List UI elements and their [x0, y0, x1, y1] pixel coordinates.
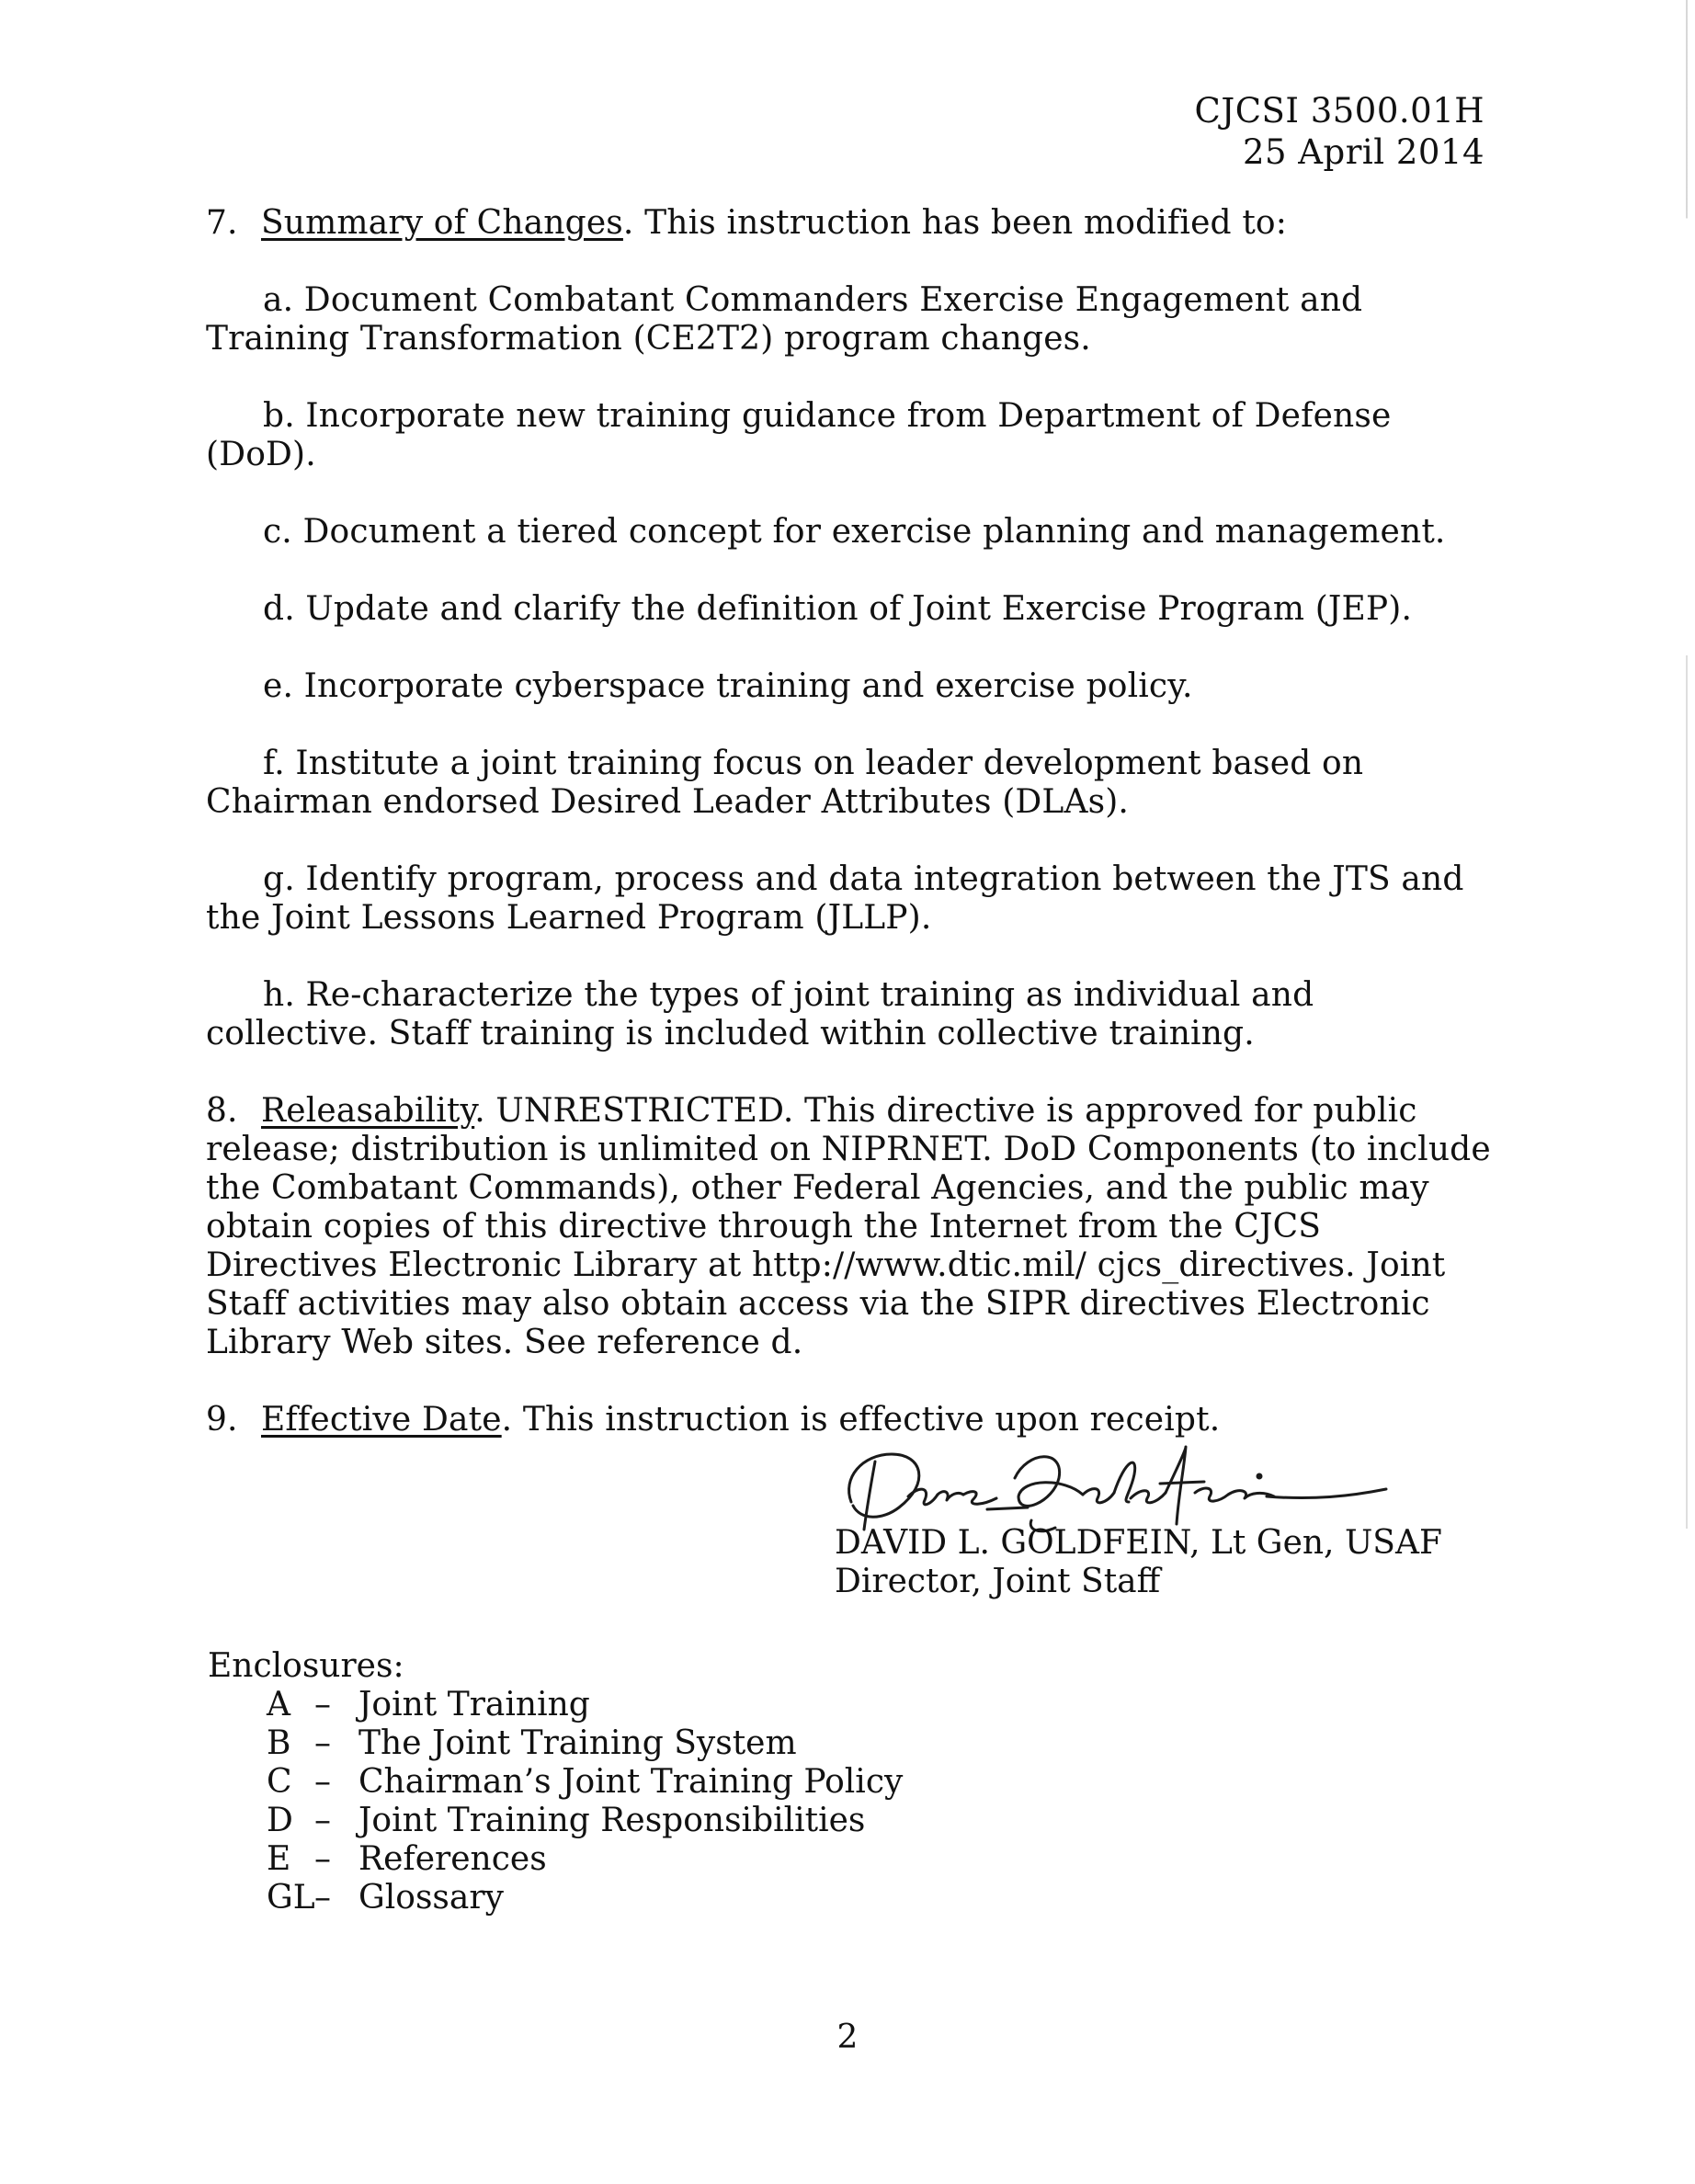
section-intro: . This instruction has been modified to:: [622, 204, 1288, 242]
section-title: Summary of Changes: [261, 204, 623, 242]
summary-item: b. Incorporate new training guidance from Department of Defense (DoD).: [206, 397, 1392, 473]
document-body: [206, 204, 1493, 1439]
summary-item: d. Update and clarify the definition of Joint Exercise Program (JEP).: [263, 590, 1413, 628]
scan-edge-line: [1686, 0, 1688, 2184]
summary-item: h. Re-characterize the types of joint training as individual and collective. Staff training is included within collective training.: [206, 976, 1314, 1052]
section-title: Releasability: [261, 1092, 475, 1130]
enclosure-title: The Joint Training System: [358, 1724, 797, 1762]
document-header: [1195, 90, 1485, 173]
enclosure-letter: D: [267, 1802, 293, 1839]
signatory-title: Director, Joint Staff: [835, 1563, 1161, 1600]
enclosure-dash: –: [314, 1763, 331, 1801]
signatory-name: DAVID L. GOLDFEIN, Lt Gen, USAF: [835, 1524, 1442, 1562]
enclosure-letter: A: [267, 1686, 290, 1723]
document-date: 25 April 2014: [1242, 132, 1485, 172]
enclosure-dash: –: [314, 1879, 331, 1917]
enclosure-dash: –: [314, 1686, 331, 1723]
section-body: . This instruction is effective upon receipt.: [501, 1401, 1221, 1439]
document-id: CJCSI 3500.01H: [1194, 91, 1485, 131]
section-releasability: [206, 1092, 1493, 1362]
section-title: Effective Date: [261, 1401, 502, 1439]
section-summary-heading: [206, 204, 1493, 243]
enclosure-item: [267, 1763, 903, 1802]
enclosure-letter: GL: [267, 1879, 315, 1917]
summary-item: c. Document a tiered concept for exercise planning and management.: [263, 513, 1446, 551]
enclosure-item: [267, 1724, 903, 1763]
signature-block: [835, 1441, 1496, 1616]
enclosure-title: Joint Training Responsibilities: [358, 1802, 866, 1839]
enclosure-item: [267, 1686, 903, 1724]
enclosure-letter: C: [267, 1763, 292, 1801]
section-effective-date: [206, 1401, 1493, 1439]
signature-text: [835, 1524, 1442, 1601]
enclosures-heading: Enclosures:: [208, 1647, 404, 1685]
enclosure-letter: B: [267, 1724, 291, 1762]
enclosure-title: References: [358, 1840, 547, 1878]
summary-item: f. Institute a joint training focus on leader development based on Chairman endorsed Desired Leader Attributes (DLAs).: [206, 745, 1364, 821]
enclosure-title: Chairman’s Joint Training Policy: [358, 1763, 904, 1801]
section-number: 7.: [206, 204, 238, 242]
enclosure-item: [267, 1840, 903, 1879]
enclosure-dash: –: [314, 1840, 331, 1878]
summary-item: g. Identify program, process and data integration between the JTS and the Joint Lessons Learned Program (JLLP).: [206, 860, 1464, 937]
enclosure-dash: –: [314, 1802, 331, 1839]
enclosure-item: [267, 1879, 903, 1917]
section-number: 9.: [206, 1401, 238, 1439]
enclosure-letter: E: [267, 1840, 291, 1878]
enclosure-dash: –: [314, 1724, 331, 1762]
section-number: 8.: [206, 1092, 238, 1130]
enclosure-title: Glossary: [358, 1879, 504, 1917]
summary-item: a. Document Combatant Commanders Exercise Engagement and Training Transformation (CE2T2) program changes.: [206, 281, 1363, 358]
section-body: . UNRESTRICTED. This directive is approved for public release; distribution is unlimited on NIPRNET. DoD Components (to include the Combatant Commands), other Federal Agencies, and the public may obtain copies of this directive through the Internet from the CJCS Directives Electronic Library at http://www.dtic.mil/ cjcs_directives. Joint Staff activities may also obtain access via the SIPR directives Electronic Library Web sites. See reference d.: [206, 1092, 1491, 1361]
enclosure-item: [267, 1802, 903, 1840]
enclosure-title: Joint Training: [358, 1686, 590, 1723]
enclosures-block: [208, 1647, 903, 1917]
summary-item: e. Incorporate cyberspace training and exercise policy.: [263, 667, 1193, 705]
page-number: 2: [836, 2019, 859, 2056]
enclosures-list: [267, 1686, 903, 1917]
